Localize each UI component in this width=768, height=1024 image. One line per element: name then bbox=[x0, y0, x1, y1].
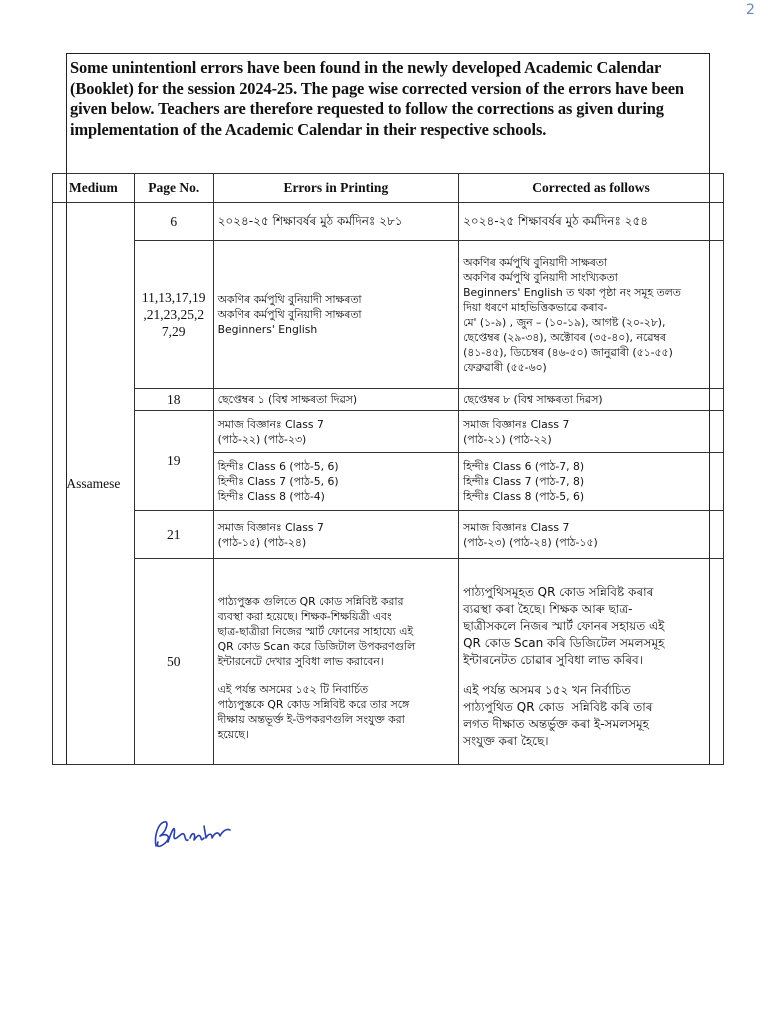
table-row bbox=[53, 511, 724, 559]
error-line: দীক্ষায় অন্তভূর্ক্ত ই-উপকরণগুলি সংযুক্ত করা bbox=[217, 712, 405, 726]
error-line: হয়েছে। bbox=[217, 727, 249, 741]
corrections-table bbox=[52, 173, 724, 765]
error-cell bbox=[213, 203, 458, 241]
corrected-line: এই পৰ্যন্ত অসমৰ ১৫২ খন নিৰ্বাচিত bbox=[463, 682, 631, 697]
corrected-line: হিন্দীঃ Class 7 (পাঠ-7, 8) bbox=[463, 475, 585, 488]
page-cell: 11,13,17,19 ,21,23,25,2 7,29 bbox=[134, 241, 213, 389]
page-cell: 19 bbox=[134, 411, 213, 511]
corrected-line: হিন্দীঃ Class 8 (পাঠ-5, 6) bbox=[463, 490, 585, 503]
error-line: ইন্টারনেটে দেখার সুবিধা লাভ করাবেন। bbox=[217, 654, 384, 668]
corrected-cell bbox=[459, 389, 724, 411]
error-line: অকণিৰ কৰ্মপুথি বুনিয়াদী সাক্ষৰতা bbox=[217, 308, 362, 321]
corrected-line: ব্যৱস্থা কৰা হৈছে। শিক্ষক আৰু ছাত্ৰ- bbox=[463, 601, 633, 616]
corrected-line: সংযুক্ত কৰা হৈছে। bbox=[463, 733, 549, 748]
corrected-line: দিয়া ধৰণে মাহভিত্তিকভাৱে কৰাব- bbox=[463, 300, 608, 314]
corrected-line: লগত দীক্ষাত অন্তৰ্ভুক্ত কৰা ই-সমলসমূহ bbox=[463, 716, 649, 731]
notice-paragraph: Some unintentionl errors have been found in the newly developed Academic Calendar (Booklet) for the session 2024-25. The page wise corrected version of the errors have been given below. Teachers are therefore requested to follow the corrections as given during implementation of the Academic Calendar in their respective schools. bbox=[70, 58, 684, 139]
error-cell bbox=[213, 389, 458, 411]
corrected-line: (৪১-৪৫), ডিচেম্বৰ (৪৬-৫০) জানুৱাৰী (৫১-৫৫) bbox=[463, 345, 673, 359]
corrected-line: Beginners' English ত থকা পৃষ্ঠা নং সমূহ তলত bbox=[463, 285, 681, 299]
corrected-line: অকণিৰ কৰ্মপুথি বুনিয়াদী সাংখ্যিকতা bbox=[463, 270, 618, 284]
error-line: পাঠ্যপুস্তকে QR কোড সন্নিবিষ্ট করে তার সঙ্গে bbox=[217, 697, 410, 711]
header-corrected: Corrected as follows bbox=[459, 174, 724, 203]
error-line: সমাজ বিজ্ঞানঃ Class 7 bbox=[217, 417, 324, 431]
corrected-cell bbox=[459, 559, 724, 765]
error-line: ব্যবস্থা করা হয়েছে। শিক্ষক-শিক্ষয়িত্রী এবং bbox=[217, 609, 392, 623]
corrected-line: ছাত্ৰীসকলে নিজৰ স্মাৰ্ট ফোনৰ সহায়ত এই bbox=[463, 618, 665, 633]
corrected-cell bbox=[459, 453, 724, 511]
corrected-line: ছেপ্তেম্বৰ (২৯-৩৪), অক্টোবৰ (৩৫-৪০), নৱেম্বৰ bbox=[463, 330, 666, 344]
page-cell: 18 bbox=[134, 389, 213, 411]
error-cell bbox=[213, 559, 458, 765]
corrected-line: (পাঠ-২১) (পাঠ-২২) bbox=[463, 432, 552, 446]
error-line: ছাত্র-ছাত্রীরা নিজের স্মার্ট ফোনের সাহায্যে এই bbox=[217, 624, 413, 638]
table-row bbox=[53, 389, 724, 411]
paragraph-gap bbox=[218, 669, 454, 682]
error-line: (পাঠ-১৫) (পাঠ-২৪) bbox=[217, 535, 307, 549]
page-cell: 6 bbox=[134, 203, 213, 241]
header-medium: Medium bbox=[53, 174, 135, 203]
corrected-cell bbox=[459, 241, 724, 389]
corrected-line: ইন্টাৰনেটত চোৱাৰ সুবিধা লাভ কৰিব। bbox=[463, 652, 644, 667]
table-row bbox=[53, 559, 724, 765]
header-errors: Errors in Printing bbox=[213, 174, 458, 203]
table-row bbox=[53, 241, 724, 389]
corrected-line: পাঠ্যপুথিসমূহত QR কোড সন্নিবিষ্ট কৰাৰ bbox=[463, 584, 654, 599]
corrected-line: মে' (১-৯) , জুন – (১০-১৯), আগষ্ট (২০-২৮), bbox=[463, 315, 666, 329]
error-line: এই পর্যন্ত অসমের ১৫২ টি নিবার্চিত bbox=[217, 682, 369, 696]
paragraph-gap bbox=[463, 669, 719, 682]
table-row bbox=[53, 411, 724, 453]
error-line: পাঠ্যপুস্তক গুলিতে QR কোড সন্নিবিষ্ট করার bbox=[217, 594, 404, 608]
corrected-cell bbox=[459, 411, 724, 453]
corrected-cell bbox=[459, 511, 724, 559]
corrected-line: ছেপ্তেম্বৰ ৮ (বিশ্ব সাক্ষৰতা দিৱস) bbox=[463, 393, 603, 406]
page-number-mark: 2 bbox=[746, 2, 755, 18]
error-line: ছেপ্তেম্বৰ ১ (বিশ্ব সাক্ষৰতা দিৱস) bbox=[217, 393, 358, 406]
table-row bbox=[53, 203, 724, 241]
page-cell: 50 bbox=[134, 559, 213, 765]
error-line: QR কোড Scan করে ডিজিটাল উপকরণগুলি bbox=[217, 639, 416, 653]
header-page-no: Page No. bbox=[134, 174, 213, 203]
corrected-line: ২০২৪-২৫ শিক্ষাবৰ্ষৰ মুঠ কৰ্মদিনঃ ২৫৪ bbox=[463, 214, 649, 228]
error-line: হিন্দীঃ Class 8 (পাঠ-4) bbox=[217, 490, 325, 503]
error-line: ২০২৪-২৫ শিক্ষাবৰ্ষৰ মুঠ কৰ্মদিনঃ ২৮১ bbox=[217, 214, 403, 228]
corrected-line: অকণিৰ কৰ্মপুথি বুনিয়াদী সাক্ষৰতা bbox=[463, 255, 608, 269]
error-line: হিন্দীঃ Class 6 (পাঠ-5, 6) bbox=[217, 460, 339, 473]
error-line: সমাজ বিজ্ঞানঃ Class 7 bbox=[217, 520, 324, 534]
error-line: অকণিৰ কৰ্মপুথি বুনিয়াদী সাক্ষৰতা bbox=[217, 293, 362, 306]
error-cell bbox=[213, 453, 458, 511]
corrected-line: হিন্দীঃ Class 6 (পাঠ-7, 8) bbox=[463, 460, 585, 473]
error-line: (পাঠ-২২) (পাঠ-২৩) bbox=[217, 432, 307, 446]
error-line: Beginners' English bbox=[217, 323, 318, 336]
corrected-line: পাঠ্যপুথিত QR কোড সন্নিবিষ্ট কৰি তাৰ bbox=[463, 699, 653, 714]
error-cell bbox=[213, 511, 458, 559]
corrected-line: (পাঠ-২৩) (পাঠ-২৪) (পাঠ-১৫) bbox=[463, 535, 598, 549]
error-line: হিন্দীঃ Class 7 (পাঠ-5, 6) bbox=[217, 475, 339, 488]
corrected-line: সমাজ বিজ্ঞানঃ Class 7 bbox=[463, 417, 570, 431]
handwritten-signature bbox=[150, 812, 240, 858]
error-cell bbox=[213, 241, 458, 389]
corrected-line: ফেব্ৰুৱাৰী (৫৫-৬০) bbox=[463, 360, 547, 374]
page-cell: 21 bbox=[134, 511, 213, 559]
corrected-cell bbox=[459, 203, 724, 241]
medium-cell: Assamese bbox=[53, 203, 135, 765]
error-cell bbox=[213, 411, 458, 453]
corrected-line: QR কোড Scan কৰি ডিজিটেল সমলসমূহ bbox=[463, 635, 665, 650]
corrected-line: সমাজ বিজ্ঞানঃ Class 7 bbox=[463, 520, 570, 534]
table-header-row bbox=[53, 174, 724, 203]
